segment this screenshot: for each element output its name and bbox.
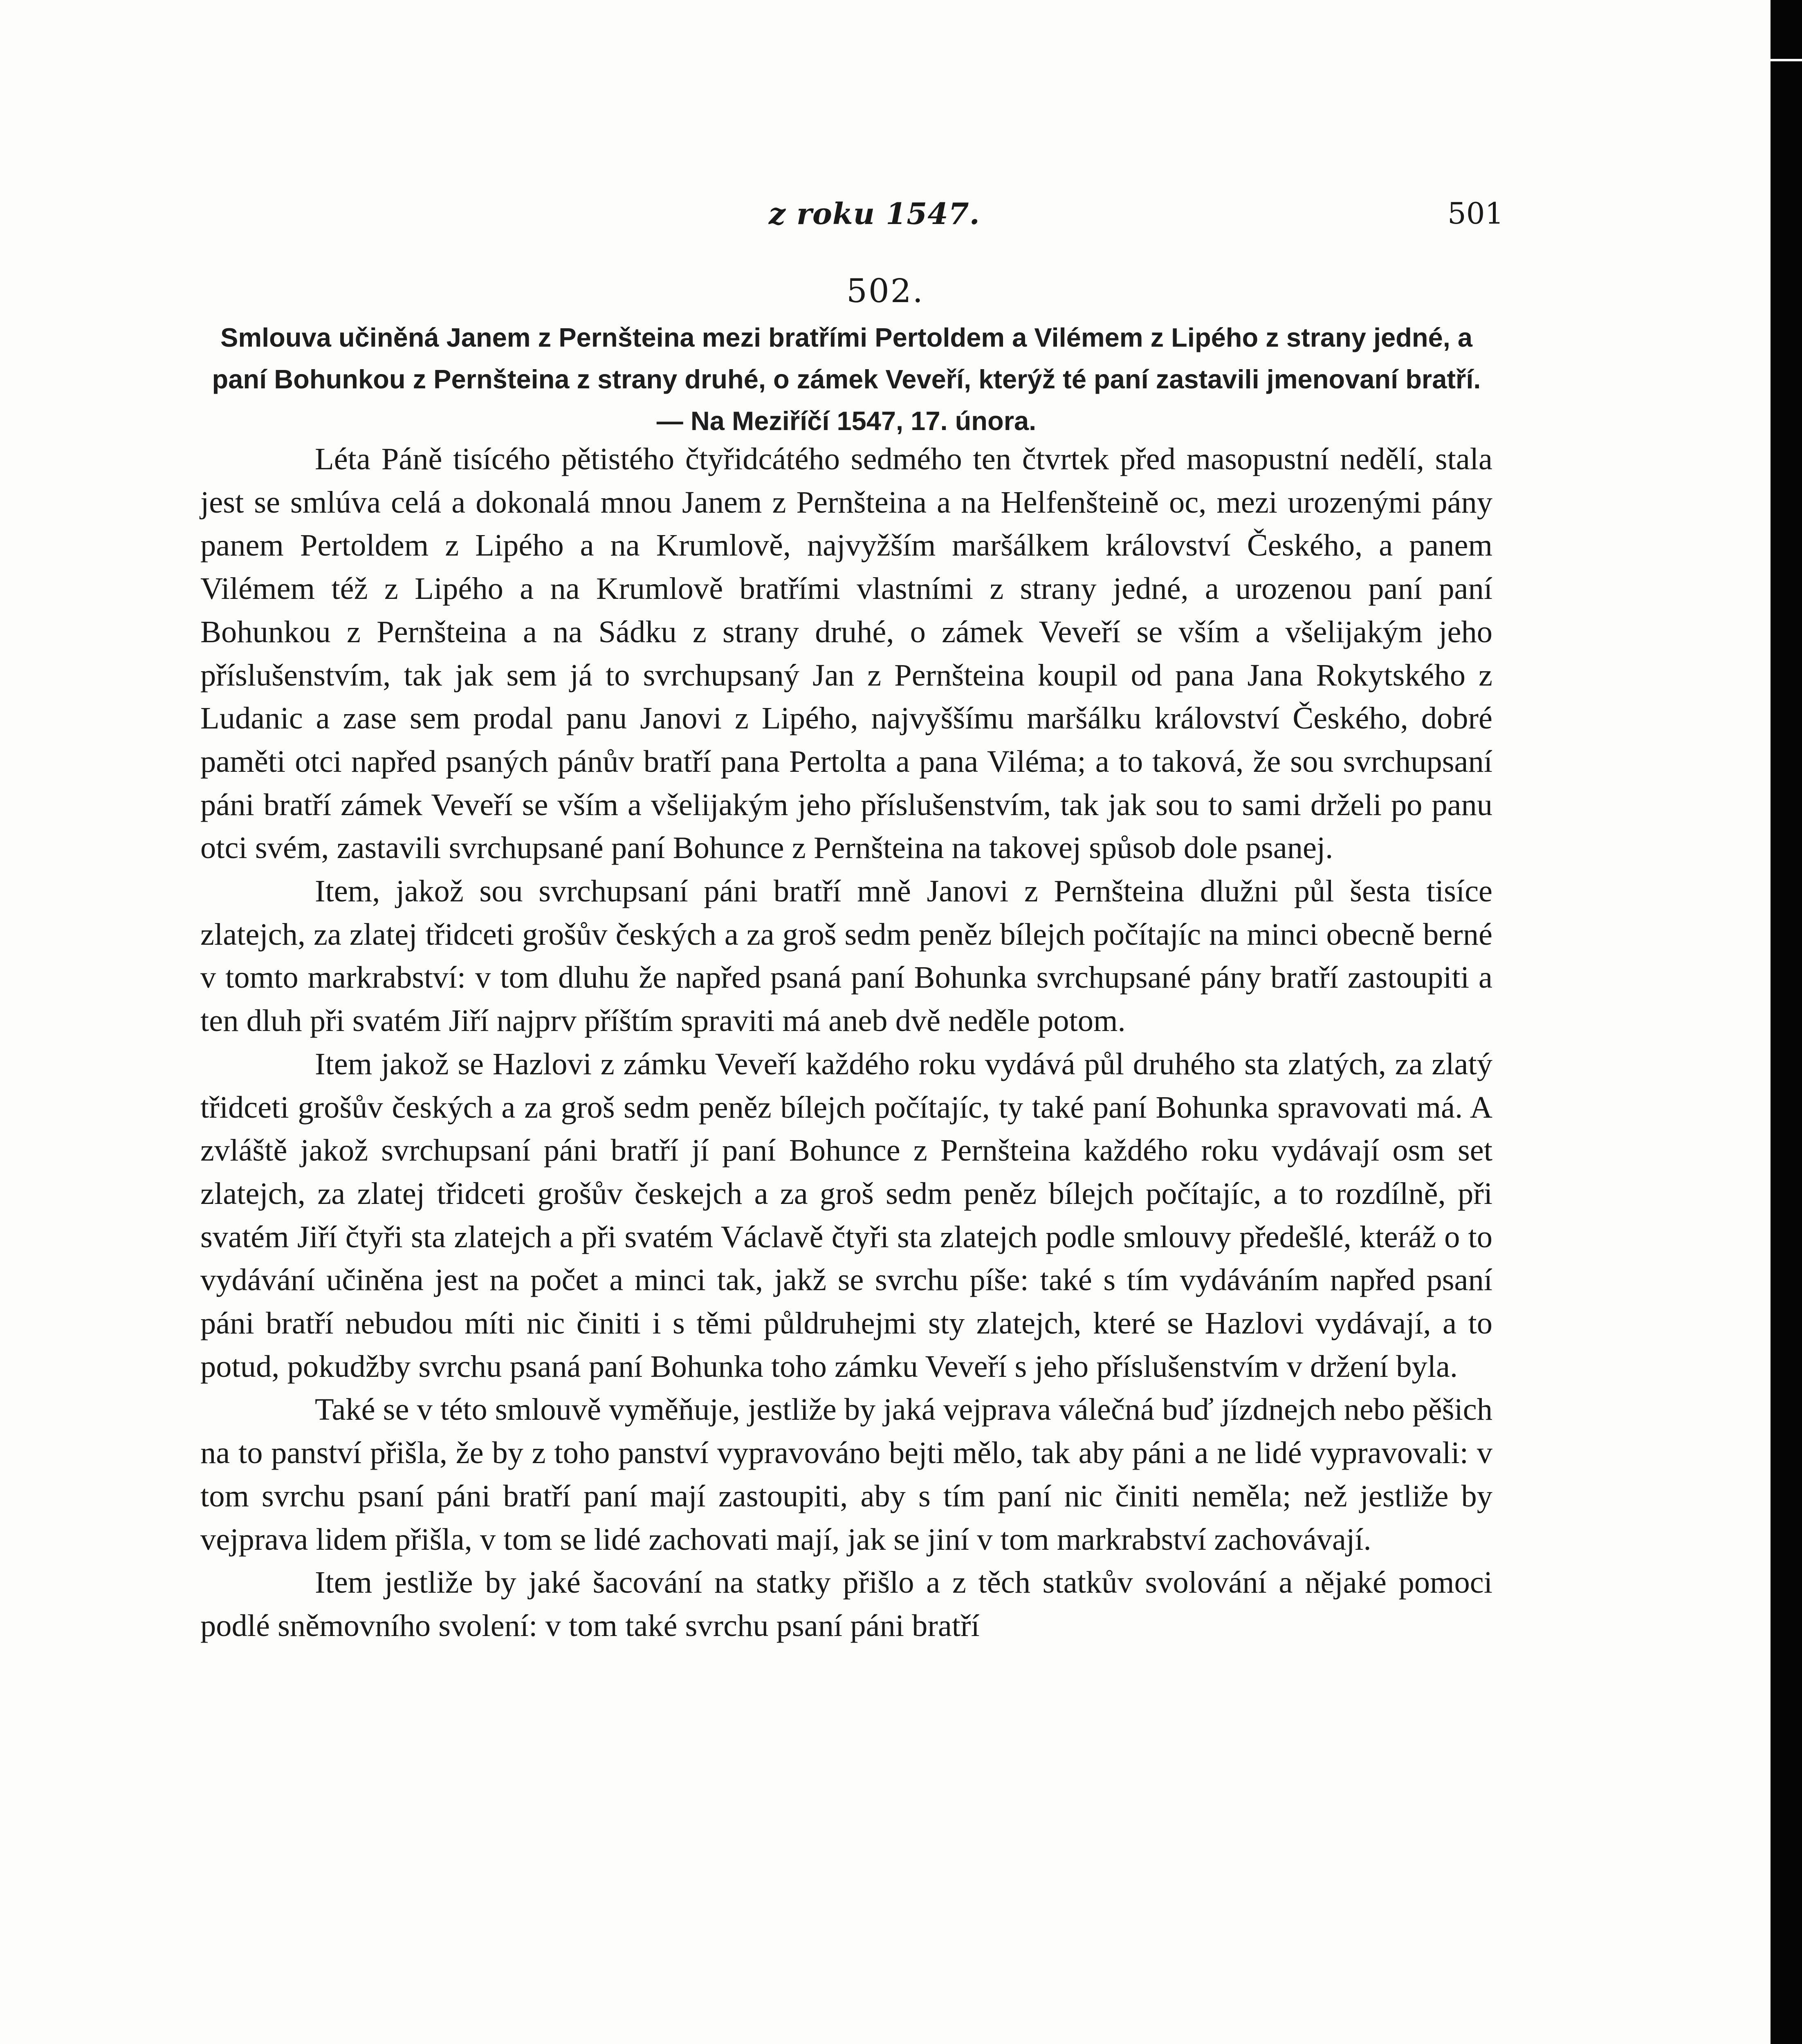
paragraph-2: Item, jakož sou svrchupsaní páni bratří mně Janovi z Pernšteina dlužni půl šesta tisíce zlatejch, za zlatej třidceti grošův českých a za groš sedm peněz bílejch počítajíc na minci obecně berné v tomto markrabství: v tom dluhu že napřed psaná paní Bohunka svrchupsané pány bratří zastoupiti a ten dluh při svatém Jiří najprv příštím spraviti má aneb dvě neděle potom. xyxy=(200,874,1492,1038)
paragraph-1: Léta Páně tisícého pětistého čtyřidcátého sedmého ten čtvrtek před masopustní nedělí, stala jest se smlúva celá a dokonalá mnou Janem z Pernšteina a na Helfenšteině oc, mezi urozenými pány panem Pertoldem z Lipého a na Krumlově, najvyžším maršálkem království Českého, a panem Vilémem též z Lipého a na Krumlově bratřími vlastními z strany jedné, a urozenou paní paní Bohunkou z Pernšteina a na Sádku z strany druhé, o zámek Veveří se vším a všelijakým jeho příslušenstvím, tak jak sem já to svrchupsaný Jan z Pernšteina koupil od pana Jana Rokytského z Ludanic a zase sem prodal panu Janovi z Lipého, najvyššímu maršálku království Českého, dobré paměti otci napřed psaných pánův bratří pana Pertolta a pana Viléma; a to taková, že sou svrchupsaní páni bratří zámek Veveří se vším a všelijakým jeho příslušenstvím, tak jak sou to sami drželi po panu otci svém, zastavili svrchupsané paní Bohunce z Pernšteina na takovej spůsob dole psanej. xyxy=(200,442,1492,865)
document-number: 502. xyxy=(846,272,925,310)
paragraph-3: Item jakož se Hazlovi z zámku Veveří každého roku vydává půl druhého sta zlatých, za zlatý třidceti grošův českých a za groš sedm peněz bílejch počítajíc, ty také paní Bohunka spravovati má. A zvláště jakož svrchupsaní páni bratří jí paní Bohunce z Pernšteina každého roku vydávají osm set zlatejch, za zlatej třidceti grošův českejch a za groš sedm peněz bílejch počítajíc, a to rozdílně, při svatém Jiří čtyři sta zlatejch a při svatém Václavě čtyři sta zlatejch podle smlouvy předešlé, kteráž o to vydávání učiněna jest na počet a minci tak, jakž se svrchu píše: také s tím vydáváním napřed psaní páni bratří nebudou míti nic činiti i s těmi půldruhejmi sty zlatejch, které se Hazlovi vydávají, a to potud, pokudžby svrchu psaná paní Bohunka toho zámku Veveří s jeho příslušenstvím v držení byla. xyxy=(200,1046,1492,1384)
paragraph-4: Také se v této smlouvě vyměňuje, jestliže by jaká vejprava válečná buď jízdnejch nebo pěšich na to panství přišla, že by z toho panství vypravováno bejti mělo, tak aby páni a ne lidé vypravovali: v tom svrchu psaní páni bratří paní mají zastoupiti, aby s tím paní nic činiti neměla; než jestliže by vejprava lidem přišla, v tom se lidé zachovati mají, jak se jiní v tom markrabství zachovávají. xyxy=(200,1392,1492,1557)
running-head xyxy=(0,196,1771,241)
document-summary: Smlouva učiněná Janem z Pernšteina mezi bratřími Pertoldem a Vilémem z Lipého z strany jedné, a paní Bohunkou z Pernšteina z strany druhé, o zámek Veveří, kterýž té paní zastavili jmenovaní bratří. — Na Meziříčí 1547, 17. února. xyxy=(212,323,1481,436)
paragraph-5: Item jestliže by jaké šacování na statky přišlo a z těch statkův svolování a nějaké pomoci podlé sněmovního svolení: v tom také svrchu psaní páni bratří xyxy=(200,1565,1492,1643)
scan-corner-mark xyxy=(1765,12,1802,61)
document-body xyxy=(200,437,1492,1647)
page-number: 501 xyxy=(1447,196,1504,231)
running-head-title: z roku 1547. xyxy=(769,196,980,231)
scan-border-right xyxy=(1771,0,1802,2044)
